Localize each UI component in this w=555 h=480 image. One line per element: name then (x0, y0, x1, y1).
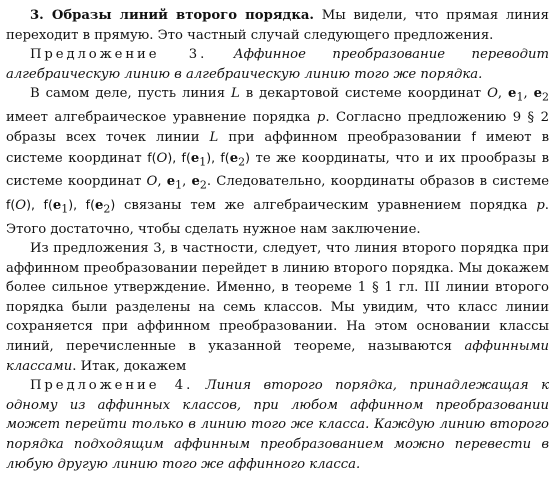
math-subscript: 1 (199, 155, 207, 169)
math-map: ), f( (26, 197, 53, 213)
proposition-3-label: Предложение 3. (30, 47, 208, 63)
proof-text: . Этого достаточно, чтобы сделать нужное нам заключение. (6, 198, 549, 237)
section-heading: 3. Образы линий второго порядка. (30, 8, 315, 23)
math-subscript: 2 (199, 178, 207, 192)
proof-paragraph (6, 84, 549, 239)
math-subscript: 1 (175, 178, 183, 192)
math-map: ) (110, 197, 116, 213)
math-vector: e (191, 174, 200, 190)
math-subscript: 2 (238, 155, 246, 169)
math-vector: e (190, 150, 200, 166)
proposition-3 (6, 45, 549, 84)
math-map: f( (6, 197, 16, 213)
math-symbol: O (146, 174, 158, 190)
math-symbol: L (209, 130, 219, 146)
proof-text: при аффинном преобразовании (218, 130, 472, 146)
math-symbol: p (316, 109, 326, 125)
proof-text: те же координаты, что и их прообразы в системе координат (6, 150, 549, 190)
proof-text: имеют в системе координат (6, 130, 549, 166)
math-subscript: 2 (103, 202, 111, 216)
proof-text: , (523, 86, 534, 102)
math-vector: e (229, 150, 239, 166)
math-symbol: O (156, 150, 168, 166)
discussion-paragraph (6, 239, 549, 376)
affine-classes-term: аффинными классами (6, 339, 549, 374)
proof-text: , (157, 174, 167, 190)
math-subscript: 1 (61, 202, 69, 216)
proposition-3-statement: Аффинное преобразование переводит алгебраическую линию в алгебраическую линию того же порядка. (6, 47, 549, 82)
proof-text: . Следовательно, координаты образов в системе (206, 174, 550, 190)
math-symbol: L (231, 86, 240, 102)
math-symbol: O (487, 86, 498, 102)
math-vector: e (508, 86, 517, 102)
math-map: ) (245, 149, 250, 165)
proof-text: , (497, 86, 509, 102)
section-intro-text: Мы видели, что прямая линия переходит в прямую. Это частный случай следующего предложения. (6, 8, 549, 43)
math-subscript: 2 (542, 91, 549, 105)
math-vector: e (94, 198, 104, 214)
proposition-4-label: Предложение 4. (30, 378, 194, 394)
proof-text: связаны тем же алгебраическим уравнением порядка (115, 198, 537, 214)
math-symbol: p (536, 198, 545, 214)
section-intro-paragraph (6, 6, 549, 45)
proof-text: В самом деле, пусть линия (30, 86, 232, 102)
math-vector: e (52, 198, 62, 214)
math-subscript: 1 (516, 91, 524, 105)
proposition-4 (6, 376, 549, 474)
proposition-4-statement: Линия второго порядка, принадлежащая к одному из аффинных классов, при любом аффинном преобразовании может перейти только в линию того же класса. Каждую линию второго порядка подходящим аффинным преобразованием можно перевести в любую другую линию того же аффинного класса. (6, 378, 549, 472)
math-map: f (471, 129, 476, 145)
proof-text: , (182, 174, 192, 190)
discussion-text: Из предложения 3, в частности, следует, что линия второго порядка при аффинном преобразовании перейдет в линию второго порядка. Мы докажем более сильное утверждение. Именно, в теореме 1 § 1 гл. III линии второго порядка были разделены на семь классов. Мы увидим, что класс линии сохраняется при аффинном преобразовании. На этом основании классы линий, перечисленные в указанной теореме, называются (6, 241, 549, 355)
math-map: f( (147, 149, 157, 165)
math-map: ), f( (206, 149, 230, 165)
proof-text: . Согласно предложению 9 § 2 образы всех точек линии (6, 109, 550, 146)
proof-text: имеет алгебраическое уравнение порядка (6, 109, 317, 125)
proof-text: в декартовой системе координат (239, 86, 488, 102)
math-map: ), f( (68, 197, 95, 213)
math-map: ), f( (167, 149, 191, 165)
discussion-tail: . Итак, докажем (72, 358, 187, 374)
math-vector: e (166, 174, 176, 190)
math-symbol: O (15, 198, 27, 214)
math-vector: e (533, 86, 542, 102)
